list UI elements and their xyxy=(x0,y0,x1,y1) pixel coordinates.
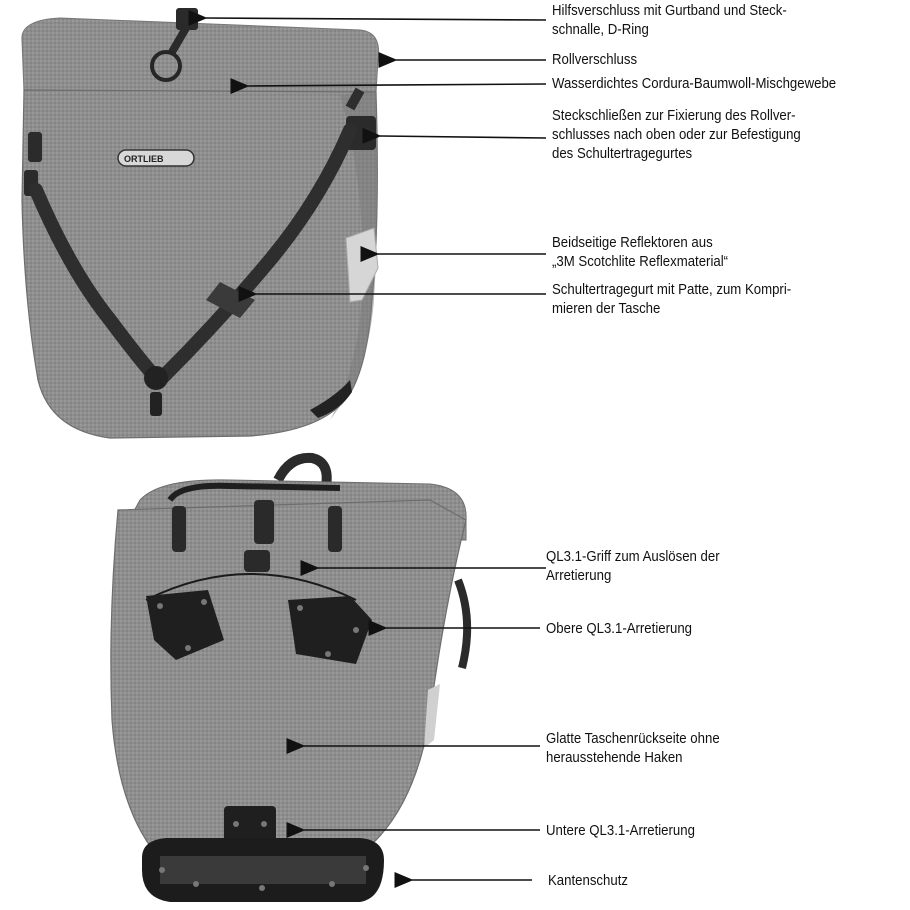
label-ql-grip: QL3.1-Griff zum Auslösen der Arretierung xyxy=(546,548,720,584)
label-fabric: Wasserdichtes Cordura-Baumwoll-Mischgewebe xyxy=(552,75,837,92)
leader-line-4 xyxy=(380,136,546,138)
label-lower-ql: Untere QL3.1-Arretierung xyxy=(546,822,695,839)
label-roll-closure: Rollverschluss xyxy=(552,51,638,68)
label-buckles: Steckschließen zur Fixierung des Rollver- schlusses nach oben oder zur Befestigung des Schultertragegurtes xyxy=(552,107,801,162)
label-edge-protector: Kantenschutz xyxy=(548,872,628,889)
leader-line-1 xyxy=(206,18,546,20)
ql-grip xyxy=(244,550,270,572)
brand-logo-text: ORTLIEB xyxy=(124,154,164,164)
back-view-bag xyxy=(111,458,467,902)
roll-closure xyxy=(22,18,379,92)
label-reflectors: Beidseitige Reflektoren aus „3M Scotchlite Reflexmaterial“ xyxy=(552,234,729,270)
label-upper-ql: Obere QL3.1-Arretierung xyxy=(546,620,693,637)
top-buckle xyxy=(176,8,198,30)
label-auxiliary-closure: Hilfsverschluss mit Gurtband und Steck- schnalle, D-Ring xyxy=(552,2,787,38)
label-smooth-back: Glatte Taschenrückseite ohne herausstehende Haken xyxy=(546,730,720,766)
back-panel xyxy=(111,500,466,846)
label-shoulder-strap: Schultertragegurt mit Patte, zum Kompri- mieren der Tasche xyxy=(552,281,792,317)
front-view-bag xyxy=(22,8,379,438)
